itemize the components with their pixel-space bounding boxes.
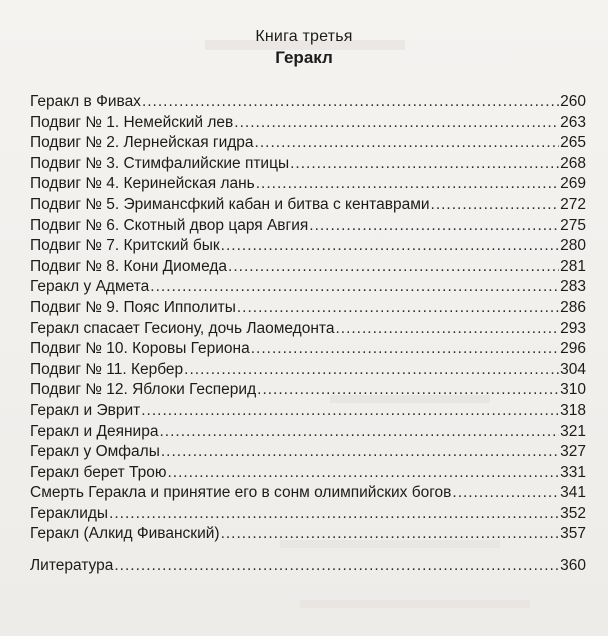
toc-leader-dots bbox=[221, 524, 560, 545]
toc-leader-dots bbox=[228, 257, 559, 278]
toc-entry-page: 304 bbox=[560, 360, 586, 378]
toc-entry[interactable] bbox=[30, 319, 586, 340]
toc-entry-page: 269 bbox=[560, 175, 586, 193]
toc-entry[interactable] bbox=[30, 216, 586, 237]
book-part-title: Геракл bbox=[275, 48, 333, 67]
bleed-through-mark bbox=[300, 600, 530, 608]
toc-entry-title: Подвиг № 8. Кони Диомеда bbox=[30, 257, 228, 275]
toc-leader-dots bbox=[109, 504, 559, 525]
toc-entry-title: Смерть Геракла и принятие его в сонм олимпийских богов bbox=[30, 484, 452, 502]
toc-entry-title: Подвиг № 12. Яблоки Гесперид bbox=[30, 381, 257, 399]
toc-entry-page: 357 bbox=[560, 525, 586, 543]
toc-leader-dots bbox=[237, 298, 559, 319]
toc-entry-title: Подвиг № 3. Стимфалийские птицы bbox=[30, 154, 290, 172]
toc-leader-dots bbox=[234, 113, 559, 134]
toc-entry-title: Подвиг № 10. Коровы Гериона bbox=[30, 340, 250, 358]
toc-entry-page: 272 bbox=[560, 195, 586, 213]
toc-entry[interactable] bbox=[30, 360, 586, 381]
toc-leader-dots bbox=[255, 133, 560, 154]
toc-entry[interactable] bbox=[30, 380, 586, 401]
toc-entry-title: Геракл у Адмета bbox=[30, 278, 150, 296]
toc-entry-title: Подвиг № 5. Эримансфкий кабан и битва с кентаврами bbox=[30, 195, 430, 213]
toc-entry[interactable] bbox=[30, 442, 586, 463]
toc-entry-title: Гераклиды bbox=[30, 504, 109, 522]
toc-entry-page: 280 bbox=[560, 237, 586, 255]
toc-entry-title: Геракл спасает Гесиону, дочь Лаомедонта bbox=[30, 319, 335, 337]
toc-entry-page: 265 bbox=[560, 134, 586, 152]
toc-entry-title: Геракл и Эврит bbox=[30, 401, 141, 419]
toc-entry-title: Подвиг № 4. Керинейская лань bbox=[30, 175, 255, 193]
toc-entry-page: 296 bbox=[560, 340, 586, 358]
toc-entry-page: 352 bbox=[560, 504, 586, 522]
toc-entry-page: 360 bbox=[560, 557, 586, 575]
toc-entry-page: 275 bbox=[560, 216, 586, 234]
toc-entry-title: Литература bbox=[30, 557, 114, 575]
toc-leader-dots bbox=[142, 92, 559, 113]
toc-entry-page: 318 bbox=[560, 401, 586, 419]
toc-leader-dots bbox=[431, 195, 560, 216]
toc-entry-title: Геракл в Фивах bbox=[30, 93, 141, 110]
toc-entry-title: Подвиг № 7. Критский бык bbox=[30, 237, 220, 255]
toc-entry[interactable] bbox=[30, 133, 586, 154]
toc-entry-title: Геракл у Омфалы bbox=[30, 443, 160, 461]
toc-entry-page: 283 bbox=[560, 278, 586, 296]
toc-entry-page: 268 bbox=[560, 154, 586, 172]
table-of-contents bbox=[30, 92, 586, 577]
toc-entry-title: Подвиг № 9. Пояс Ипполиты bbox=[30, 298, 236, 316]
toc-entry[interactable] bbox=[30, 401, 586, 422]
toc-entry-page: 310 bbox=[560, 381, 586, 399]
toc-entry[interactable] bbox=[30, 92, 586, 113]
toc-leader-dots bbox=[256, 174, 559, 195]
toc-leader-dots bbox=[114, 556, 559, 577]
toc-entry-page: 341 bbox=[560, 484, 586, 502]
toc-entry[interactable] bbox=[30, 556, 586, 577]
toc-entry-page: 293 bbox=[560, 319, 586, 337]
toc-leader-dots bbox=[309, 216, 559, 237]
toc-leader-dots bbox=[159, 422, 559, 443]
toc-entry-title: Геракл (Алкид Фиванский) bbox=[30, 525, 220, 543]
toc-entry[interactable] bbox=[30, 195, 586, 216]
toc-leader-dots bbox=[221, 236, 559, 257]
toc-entry-page: 260 bbox=[560, 93, 586, 110]
toc-entry[interactable] bbox=[30, 422, 586, 443]
toc-entry-title: Подвиг № 1. Немейский лев bbox=[30, 113, 234, 131]
toc-entry[interactable] bbox=[30, 236, 586, 257]
toc-leader-dots bbox=[290, 154, 559, 175]
toc-leader-dots bbox=[150, 277, 559, 298]
toc-leader-dots bbox=[452, 483, 559, 504]
toc-entry-page: 286 bbox=[560, 298, 586, 316]
toc-leader-dots bbox=[257, 380, 559, 401]
toc-entry-page: 331 bbox=[560, 463, 586, 481]
toc-entry[interactable] bbox=[30, 483, 586, 504]
toc-entry[interactable] bbox=[30, 298, 586, 319]
toc-entry-page: 321 bbox=[560, 422, 586, 440]
toc-entry-title: Подвиг № 11. Кербер bbox=[30, 360, 184, 378]
toc-leader-dots bbox=[184, 360, 559, 381]
toc-entry[interactable] bbox=[30, 339, 586, 360]
toc-entry-title: Геракл и Деянира bbox=[30, 422, 159, 440]
toc-entry-title: Подвиг № 6. Скотный двор царя Авгия bbox=[30, 216, 309, 234]
toc-entry-title: Подвиг № 2. Лернейская гидра bbox=[30, 134, 254, 152]
toc-entry-page: 263 bbox=[560, 113, 586, 131]
book-part-label: Книга третья bbox=[255, 28, 353, 45]
toc-leader-dots bbox=[335, 319, 559, 340]
toc-entry[interactable] bbox=[30, 113, 586, 134]
toc-leader-dots bbox=[251, 339, 559, 360]
toc-leader-dots bbox=[161, 442, 559, 463]
toc-entry[interactable] bbox=[30, 504, 586, 525]
toc-entry-page: 327 bbox=[560, 443, 586, 461]
toc-leader-dots bbox=[141, 401, 559, 422]
toc-entry[interactable] bbox=[30, 257, 586, 278]
toc-entry-page: 281 bbox=[560, 257, 586, 275]
toc-entry[interactable] bbox=[30, 524, 586, 545]
toc-entry-title: Геракл берет Трою bbox=[30, 463, 167, 481]
toc-entry[interactable] bbox=[30, 277, 586, 298]
toc-entry[interactable] bbox=[30, 463, 586, 484]
toc-leader-dots bbox=[167, 463, 559, 484]
toc-entry[interactable] bbox=[30, 154, 586, 175]
toc-entry[interactable] bbox=[30, 174, 586, 195]
